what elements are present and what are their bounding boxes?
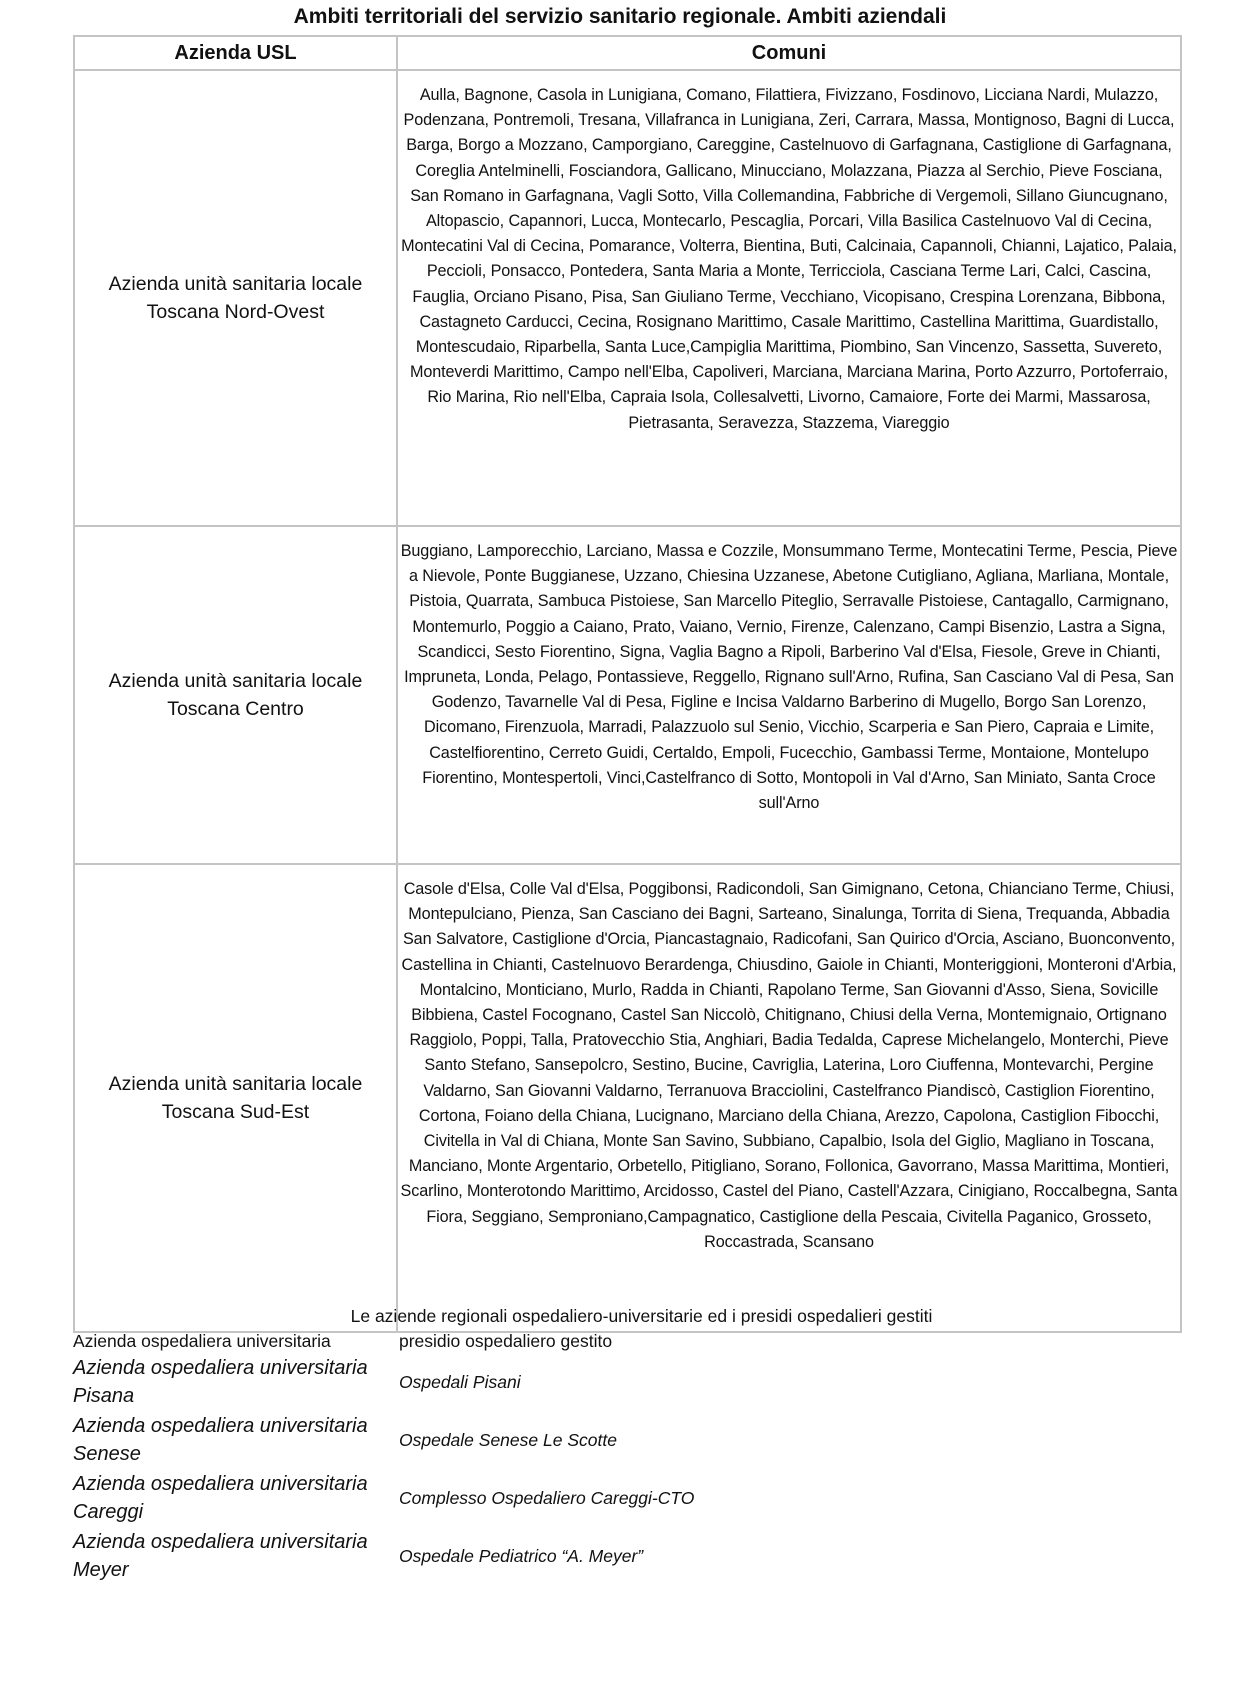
presidio-name: Ospedali Pisani <box>399 1371 521 1392</box>
table-row <box>74 70 1181 526</box>
azienda-cell: Azienda unità sanitaria locale Toscana Sud-Est <box>74 864 397 1332</box>
ospedaliere-section <box>73 1303 1180 1585</box>
comuni-cell: Casole d'Elsa, Colle Val d'Elsa, Poggibonsi, Radicondoli, San Gimignano, Cetona, Chianciano Terme, Chiusi, Montepulciano, Pienza, San Casciano dei Bagni, Sarteano, Sinalunga, Torrita di Siena, Trequanda, Abbadia San Salvatore, Castiglione d'Orcia, Piancastagnaio, Radicofani, San Quirico d'Orcia, Asciano, Buonconvento, Castellina in Chianti, Castelnuovo Berardenga, Chiusdino, Gaiole in Chianti, Monteriggioni, Monteroni d'Arbia, Montalcino, Monticiano, Murlo, Radda in Chianti, Rapolano Terme, San Giovanni d'Asso, Siena, Sovicille Bibbiena, Castel Focognano, Castel San Niccolò, Chitignano, Chiusi della Verna, Montemignaio, Ortignano Raggiolo, Poppi, Talla, Pratovecchio Stia, Anghiari, Badia Tedalda, Caprese Michelangelo, Monterchi, Pieve Santo Stefano, Sansepolcro, Sestino, Bucine, Cavriglia, Laterina, Loro Ciuffenna, Montevarchi, Pergine Valdarno, San Giovanni Valdarno, Terranuova Bracciolini, Castelfranco Piandiscò, Castiglion Fiorentino, Cortona, Foiano della Chiana, Lucignano, Marciano della Chiana, Arezzo, Capolona, Castiglion Fibocchi, Civitella in Val di Chiana, Monte San Savino, Subbiano, Capalbio, Isola del Giglio, Magliano in Toscana, Manciano, Monte Argentario, Orbetello, Pitigliano, Sorano, Follonica, Gavorrano, Massa Marittima, Montieri, Scarlino, Monterotondo Marittimo, Arcidosso, Castel del Piano, Castell'Azzara, Cinigiano, Roccalbegna, Santa Fiora, Seggiano, Semproniano,Campagnatico, Castiglione della Pescaia, Civitella Paganico, Grosseto, Roccastrada, Scansano <box>397 864 1181 1332</box>
header-presidio: presidio ospedaliero gestito <box>399 1331 613 1351</box>
list-item <box>73 1353 1180 1411</box>
header-azienda-usl: Azienda USL <box>74 36 397 70</box>
table-row <box>74 526 1181 864</box>
ospedaliere-header <box>73 1329 1180 1353</box>
comuni-cell: Buggiano, Lamporecchio, Larciano, Massa e Cozzile, Monsummano Terme, Montecatini Terme, Pescia, Pieve a Nievole, Ponte Buggianese, Uzzano, Chiesina Uzzanese, Abetone Cutigliano, Agliana, Marliana, Montale, Pistoia, Quarrata, Sambuca Pistoiese, San Marcello Piteglio, Serravalle Pistoiese, Cantagallo, Carmignano, Montemurlo, Poggio a Caiano, Prato, Vaiano, Vernio, Firenze, Calenzano, Campi Bisenzio, Lastra a Signa, Scandicci, Sesto Fiorentino, Signa, Vaglia Bagno a Ripoli, Barberino Val d'Elsa, Fiesole, Greve in Chianti, Impruneta, Londa, Pelago, Pontassieve, Reggello, Rignano sull'Arno, Rufina, San Casciano Val di Pesa, San Godenzo, Tavarnelle Val di Pesa, Figline e Incisa Valdarno Barberino di Mugello, Borgo San Lorenzo, Dicomano, Firenzuola, Marradi, Palazzuolo sul Senio, Vicchio, Scarperia e San Piero, Capraia e Limite, Castelfiorentino, Cerreto Guidi, Certaldo, Empoli, Fucecchio, Gambassi Terme, Montaione, Montelupo Fiorentino, Montespertoli, Vinci,Castelfranco di Sotto, Montopoli in Val d'Arno, San Miniato, Santa Croce sull'Arno <box>397 526 1181 864</box>
presidio-name: Ospedale Pediatrico “A. Meyer” <box>399 1545 644 1566</box>
header-azienda-ospedaliera: Azienda ospedaliera universitaria <box>73 1331 331 1351</box>
header-comuni: Comuni <box>397 36 1181 70</box>
azienda-ospedaliera-name: Azienda ospedaliera universitaria Careggi <box>73 1473 368 1523</box>
ospedaliere-title: Le aziende regionali ospedaliero-universitarie ed i presidi ospedalieri gestiti <box>350 1306 933 1326</box>
table-header-row <box>74 36 1181 70</box>
list-item <box>73 1469 1180 1527</box>
presidio-name: Complesso Ospedaliero Careggi-CTO <box>399 1487 695 1508</box>
usl-table <box>73 35 1182 1333</box>
presidio-name: Ospedale Senese Le Scotte <box>399 1429 617 1450</box>
list-item <box>73 1527 1180 1585</box>
azienda-cell: Azienda unità sanitaria locale Toscana Nord-Ovest <box>74 70 397 526</box>
azienda-ospedaliera-name: Azienda ospedaliera universitaria Pisana <box>73 1357 368 1407</box>
comuni-cell: Aulla, Bagnone, Casola in Lunigiana, Comano, Filattiera, Fivizzano, Fosdinovo, Licciana Nardi, Mulazzo, Podenzana, Pontremoli, Tresana, Villafranca in Lunigiana, Zeri, Carrara, Massa, Montignoso, Bagni di Lucca, Barga, Borgo a Mozzano, Camporgiano, Careggine, Castelnuovo di Garfagnana, Castiglione di Garfagnana, Coreglia Antelminelli, Fosciandora, Gallicano, Minucciano, Molazzana, Piazza al Serchio, Pieve Fosciana, San Romano in Garfagnana, Vagli Sotto, Villa Collemandina, Fabbriche di Vergemoli, Sillano Giuncugnano, Altopascio, Capannori, Lucca, Montecarlo, Pescaglia, Porcari, Villa Basilica Castelnuovo Val di Cecina, Montecatini Val di Cecina, Pomarance, Volterra, Bientina, Buti, Calcinaia, Capannoli, Chianni, Lajatico, Palaia, Peccioli, Ponsacco, Pontedera, Santa Maria a Monte, Terricciola, Casciana Terme Lari, Calci, Cascina, Fauglia, Orciano Pisano, Pisa, San Giuliano Terme, Vecchiano, Vicopisano, Crespina Lorenzana, Bibbona, Castagneto Carducci, Cecina, Rosignano Marittimo, Casale Marittimo, Castellina Marittima, Guardistallo, Montescudaio, Riparbella, Santa Luce,Campiglia Marittima, Piombino, San Vincenzo, Sassetta, Suvereto, Monteverdi Marittimo, Campo nell'Elba, Capoliveri, Marciana, Marciana Marina, Porto Azzurro, Portoferraio, Rio Marina, Rio nell'Elba, Capraia Isola, Collesalvetti, Livorno, Camaiore, Forte dei Marmi, Massarosa, Pietrasanta, Seravezza, Stazzema, Viareggio <box>397 70 1181 526</box>
table-row <box>74 864 1181 1332</box>
azienda-ospedaliera-name: Azienda ospedaliera universitaria Meyer <box>73 1531 368 1581</box>
azienda-ospedaliera-name: Azienda ospedaliera universitaria Senese <box>73 1415 368 1465</box>
azienda-cell: Azienda unità sanitaria locale Toscana Centro <box>74 526 397 864</box>
document-title: Ambiti territoriali del servizio sanitario regionale. Ambiti aziendali <box>293 5 947 28</box>
list-item <box>73 1411 1180 1469</box>
